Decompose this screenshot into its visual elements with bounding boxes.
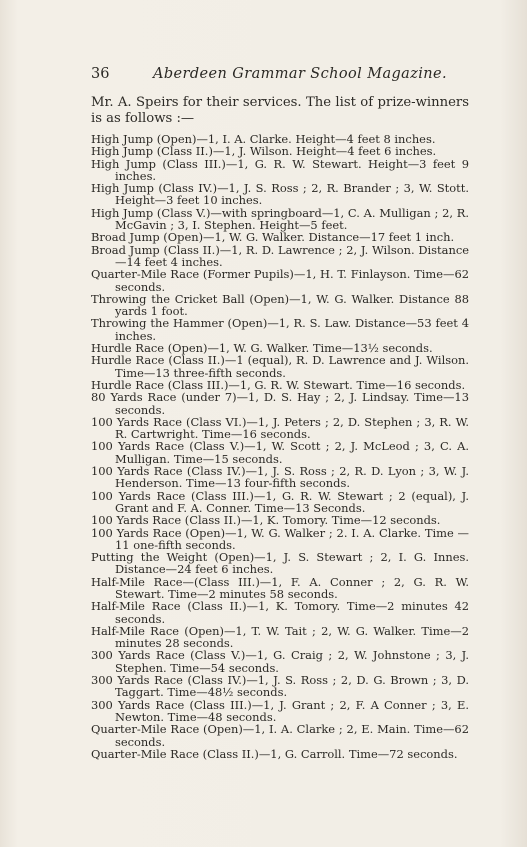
result-entry: Hurdle Race (Open)—1, W. G. Walker. Time—13½ seconds. — [91, 341, 433, 356]
result-entry: Hurdle Race (Class II.)—1 (equal), R. D. Lawrence and J. Wilson. Time—13 three-fifth seconds. — [91, 353, 469, 380]
running-title: Aberdeen Grammar School Magazine. — [153, 66, 448, 82]
result-entry: 100 Yards Race (Class IV.)—1, J. S. Ross ; 2, R. D. Lyon ; 3, W. J. Henderson. Time—13 four-fifth seconds. — [91, 464, 469, 491]
result-entry: Broad Jump (Open)—1, W. G. Walker. Distance—17 feet 1 inch. — [91, 230, 455, 245]
prize-winners-list — [91, 133, 469, 760]
result-entry: 300 Yards Race (Class V.)—1, G. Craig ; 2, W. Johnstone ; 3, J. Stephen. Time—54 seconds. — [91, 648, 469, 675]
page-header — [91, 66, 471, 82]
result-entry: 100 Yards Race (Class VI.)—1, J. Peters ; 2, D. Stephen ; 3, R. W. R. Cartwright. Time—16 seconds. — [91, 414, 469, 442]
result-entry: High Jump (Open)—1, I. A. Clarke. Height—4 feet 8 inches. — [91, 132, 436, 146]
result-entry: High Jump (Class V.)—with springboard—1, C. A. Mulligan ; 2, R. McGavin ; 3, I. Stephen. Height—5 feet. — [91, 205, 469, 233]
result-entry: Hurdle Race (Class III.)—1, G. R. W. Stewart. Time—16 seconds. — [91, 377, 466, 392]
result-entry: 100 Yards Race (Open)—1, W. G. Walker ; 2. I. A. Clarke. Time — 11 one-fifth seconds. — [91, 525, 469, 552]
result-entry: Half-Mile Race (Open)—1, T. W. Tait ; 2, W. G. Walker. Time—2 minutes 28 seconds. — [91, 623, 469, 651]
intro-paragraph: Mr. A. Speirs for their services. The list of prize-winners is as follows :— — [91, 95, 469, 126]
result-entry: Throwing the Cricket Ball (Open)—1, W. G. Walker. Distance 88 yards 1 foot. — [91, 291, 469, 319]
result-entry: High Jump (Class III.)—1, G. R. W. Stewart. Height—3 feet 9 inches. — [91, 156, 469, 183]
result-entry: Half-Mile Race—(Class III.)—1, F. A. Conner ; 2, G. R. W. Stewart. Time—2 minutes 58 seconds. — [91, 574, 469, 601]
result-entry: Half-Mile Race (Class II.)—1, K. Tomory. Time—2 minutes 42 seconds. — [91, 599, 469, 626]
result-entry: 100 Yards Race (Class II.)—1, K. Tomory. Time—12 seconds. — [91, 513, 441, 528]
result-entry: Broad Jump (Class II.)—1, R. D. Lawrence ; 2, J. Wilson. Distance—14 feet 4 inches. — [91, 242, 469, 269]
result-entry: 300 Yards Race (Class IV.)—1, J. S. Ross ; 2, D. G. Brown ; 3, D. Taggart. Time—48½ seconds. — [91, 673, 469, 700]
result-entry: Throwing the Hammer (Open)—1, R. S. Law. Distance—53 feet 4 inches. — [91, 316, 469, 343]
result-entry: High Jump (Class IV.)—1, J. S. Ross ; 2, R. Brander ; 3, W. Stott. Height—3 feet 10 inches. — [91, 181, 469, 208]
result-entry: 100 Yards Race (Class III.)—1, G. R. W. Stewart ; 2 (equal), J. Grant and F. A. Conner. Time—13 Seconds. — [91, 488, 469, 515]
result-entry: 80 Yards Race (under 7)—1, D. S. Hay ; 2, J. Lindsay. Time—13 seconds. — [91, 390, 469, 417]
page-number: 36 — [91, 66, 110, 82]
result-entry: Quarter-Mile Race (Open)—1, I. A. Clarke ; 2, E. Main. Time—62 seconds. — [91, 722, 469, 749]
result-entry: 300 Yards Race (Class III.)—1, J. Grant ; 2, F. A Conner ; 3, E. Newton. Time—48 seconds. — [91, 697, 469, 724]
result-entry: Quarter-Mile Race (Former Pupils)—1, H. T. Finlayson. Time—62 seconds. — [91, 267, 469, 294]
result-entry: Putting the Weight (Open)—1, J. S. Stewart ; 2, I. G. Innes. Distance—24 feet 6 inches. — [91, 550, 469, 577]
result-entry: 100 Yards Race (Class V.)—1, W. Scott ; 2, J. McLeod ; 3, C. A. Mulligan. Time—15 seconds. — [91, 439, 469, 466]
result-entry: Quarter-Mile Race (Class II.)—1, G. Carroll. Time—72 seconds. — [91, 746, 458, 761]
result-entry: High Jump (Class II.)—1, J. Wilson. Height—4 feet 6 inches. — [91, 144, 437, 159]
